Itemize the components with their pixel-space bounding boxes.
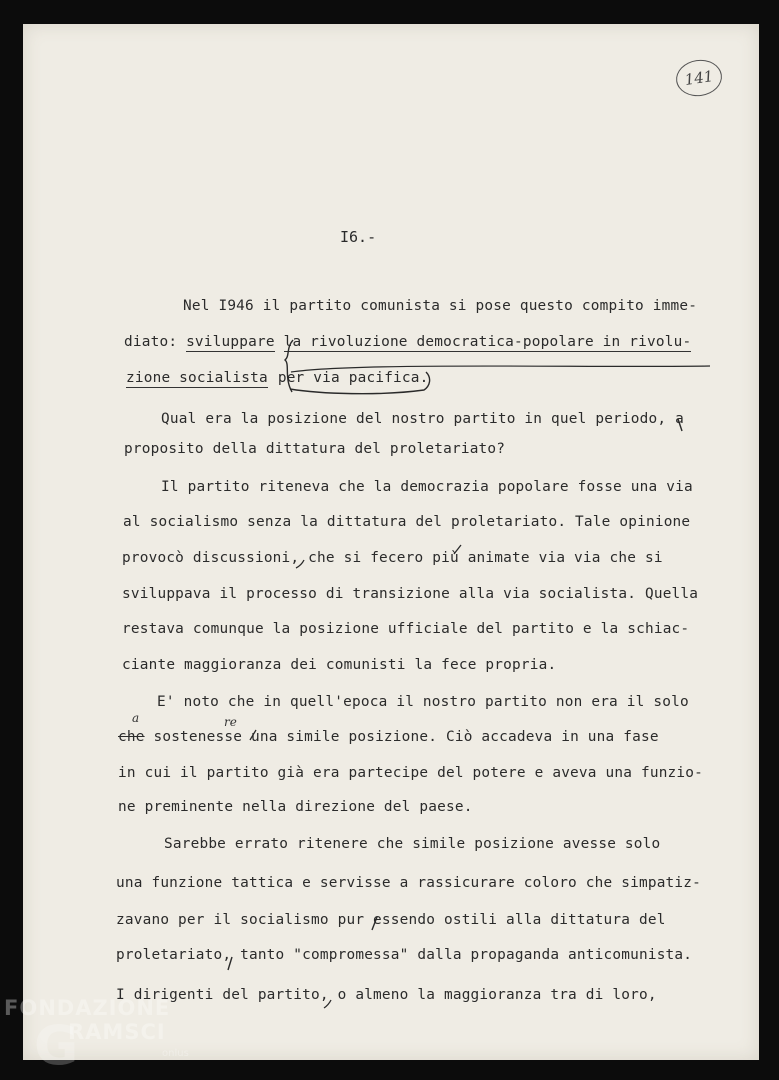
underlined-text: sviluppare — [186, 334, 275, 350]
foundation-watermark — [4, 996, 189, 1077]
text-segment: una simile posizione. Ciò accadeva in una fase — [242, 729, 659, 745]
text-line — [118, 729, 659, 745]
page-number-text: 141 — [683, 67, 715, 89]
section-number: I6.- — [340, 228, 377, 246]
text-line: Il partito riteneva che la democrazia popolare fosse una via — [161, 479, 693, 495]
text-line: E' noto che in quell'epoca il nostro partito non era il solo — [157, 694, 689, 710]
text-line: proposito della dittatura del proletariato? — [124, 441, 506, 457]
text-line: I dirigenti del partito, o almeno la maggioranza tra di loro, — [116, 987, 657, 1003]
watermark-line1: FONDAZIONE — [4, 996, 171, 1020]
text-segment: sostenesse — [153, 729, 243, 745]
text-line: sviluppava il processo di transizione alla via socialista. Quella — [122, 586, 699, 602]
text-line: Qual era la posizione del nostro partito in quel periodo, a — [161, 411, 684, 427]
text-segment: . — [419, 370, 429, 386]
text-line — [126, 370, 429, 386]
text-line: una funzione tattica e servisse a rassicurare coloro che simpatiz- — [116, 875, 702, 891]
text-line: zavano per il socialismo pur essendo ostili alla dittatura del — [116, 912, 666, 928]
underlined-text: la rivoluzione democratica-popolare in rivolu- — [283, 334, 692, 350]
watermark-g: G — [34, 1014, 80, 1077]
text-line: al socialismo senza la dittatura del proletariato. Tale opinione — [123, 514, 691, 530]
text-line: provocò discussioni, che si fecero più animate via via che si — [122, 550, 663, 566]
text-line: ciante maggioranza dei comunisti la fece propria. — [122, 657, 557, 673]
handwritten-correction: re — [224, 715, 237, 729]
text-segment: diato: — [124, 334, 187, 350]
handwritten-correction: a — [132, 711, 140, 725]
watermark-line2: RAMSCI — [68, 1020, 166, 1044]
text-line: in cui il partito già era partecipe del potere e aveva una funzio- — [118, 765, 704, 781]
text-line: proletariato, tanto "compromessa" dalla propaganda anticomunista. — [116, 947, 693, 963]
text-line: restava comunque la posizione ufficiale del partito e la schiac- — [122, 621, 690, 637]
text-line — [124, 334, 691, 350]
watermark-onlus: onlus — [162, 1048, 189, 1059]
document-page — [23, 24, 759, 1060]
text-line: Sarebbe errato ritenere che simile posizione avesse solo — [164, 836, 661, 852]
struck-text: che — [118, 729, 145, 745]
text-segment: per via pacifica — [277, 370, 420, 386]
text-line: ne preminente nella direzione del paese. — [118, 799, 473, 815]
text-segment — [275, 334, 284, 350]
underlined-text: zione socialista — [126, 370, 268, 386]
text-line: Nel I946 il partito comunista si pose questo compito imme- — [183, 298, 698, 314]
